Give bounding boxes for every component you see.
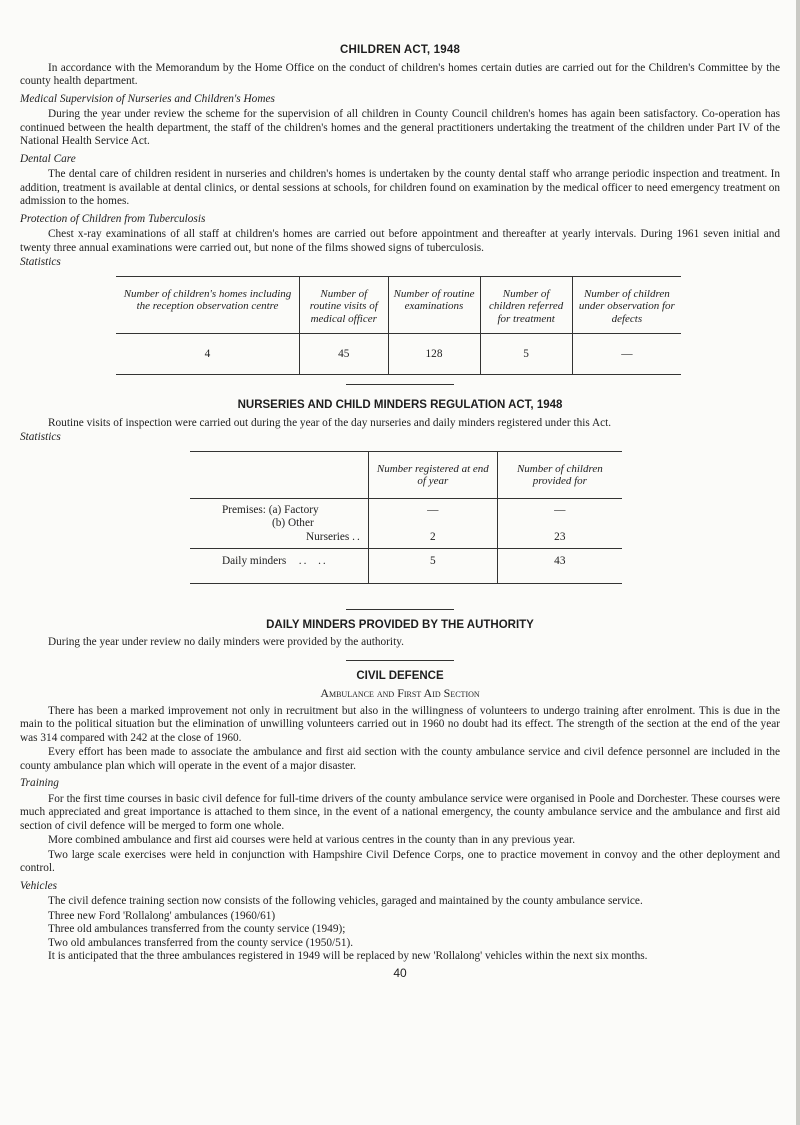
table1-cell-observation: — bbox=[572, 334, 681, 375]
vehicle-item-1: Three new Ford 'Rollalong' ambulances (1960/61) bbox=[48, 909, 276, 922]
heading-civil-defence: CIVIL DEFENCE bbox=[356, 669, 444, 682]
medical-paragraph: During the year under review the scheme for the supervision of all children in County Council children's homes has again been satisfactory. Co-operation has continued between the health department, the staff of the children's homes and the general practitioners undertaking the treatment of the children under Part IV of the National Health Service Act. bbox=[20, 108, 780, 147]
section-divider bbox=[346, 384, 454, 385]
table1-header-homes: Number of children's homes including the reception observation centre bbox=[116, 276, 300, 334]
table1-header-visits: Number of routine visits of medical officer bbox=[300, 276, 389, 334]
table1-cell-examinations: 128 bbox=[388, 334, 480, 375]
training-paragraph-2: More combined ambulance and first aid courses were held at various centres in the county than in any previous year. bbox=[48, 834, 576, 846]
table2-header-blank bbox=[190, 451, 369, 498]
statistics-label-2: Statistics bbox=[20, 431, 61, 443]
homes-statistics-table bbox=[116, 276, 681, 376]
table1-header-observation: Number of children under observation for defects bbox=[572, 276, 681, 334]
table2-daily-registered: 5 bbox=[369, 549, 498, 584]
table1-header-examinations: Number of routine examinations bbox=[388, 276, 480, 334]
heading-daily-minders: DAILY MINDERS PROVIDED BY THE AUTHORITY bbox=[266, 618, 534, 631]
vehicles-closing: It is anticipated that the three ambulances registered in 1949 will be replaced by new 'Rollalong' vehicles within the next six months. bbox=[48, 950, 648, 962]
table2-header-registered: Number registered at end of year bbox=[369, 451, 498, 498]
nurseries-paragraph: Routine visits of inspection were carried out during the year of the day nurseries and daily minders registered under this Act. bbox=[48, 416, 612, 429]
civil-paragraph-1: There has been a marked improvement not only in recruitment but also in the willingness of volunteers to undergo training after enrolment. This is due in the main to the political situation but the elimination of unwilling volunteers carried out in 1960 no doubt had its effect. The strength of the section at the end of the year was 314 compared with 242 at the close of 1960. bbox=[20, 704, 780, 744]
tb-paragraph: Chest x-ray examinations of all staff at children's homes are carried out before appointment and thereafter at yearly intervals. During 1961 seven initial and twenty three annual examinations were carried out, but none of the films showed signs of tuberculosis. bbox=[20, 228, 780, 254]
vehicle-item-3: Two old ambulances transferred from the county service (1950/51). bbox=[48, 936, 354, 949]
vehicle-item-2: Three old ambulances transferred from the county service (1949); bbox=[48, 923, 346, 935]
civil-paragraph-2: Every effort has been made to associate the ambulance and first aid section with the county ambulance service and civil defence personnel are included in the county ambulance plan which will operate in the event of a major disaster. bbox=[20, 746, 780, 772]
premises-other-label: (b) Other bbox=[272, 517, 314, 529]
subheading-ambulance: Ambulance and First Aid Section bbox=[320, 686, 480, 700]
table1-cell-referred: 5 bbox=[480, 334, 572, 375]
table1-header-referred: Number of children referred for treatment bbox=[480, 276, 572, 334]
table1-cell-homes: 4 bbox=[116, 334, 300, 375]
section-divider bbox=[346, 609, 454, 610]
medical-heading: Medical Supervision of Nurseries and Children's Homes bbox=[20, 92, 275, 105]
vehicles-heading: Vehicles bbox=[20, 879, 58, 892]
premises-factory-label: Premises: (a) Factory bbox=[222, 503, 319, 516]
table2-daily-children: 43 bbox=[497, 549, 622, 584]
dental-heading: Dental Care bbox=[20, 152, 76, 165]
premises-nurseries-label: Nurseries .. bbox=[306, 530, 362, 543]
table2-premises-label bbox=[190, 498, 369, 549]
table1-cell-visits: 45 bbox=[300, 334, 389, 375]
heading-nurseries-act: NURSERIES AND CHILD MINDERS REGULATION ACT, 1948 bbox=[237, 399, 563, 411]
training-paragraph-3: Two large scale exercises were held in conjunction with Hampshire Civil Defence Corps, one to practice movement in convoy and the other deployment and control. bbox=[20, 848, 780, 874]
training-paragraph-1: For the first time courses in basic civil defence for full-time drivers of the county ambulance service were organised in Poole and Dorchester. These courses were much appreciated and great importance is attached to them since, in the event of a national emergency, the county ambulance service and the ambulance and first aid section of civil defence will be merged to form one whole. bbox=[20, 792, 780, 832]
table2-premises-registered: — 2 bbox=[369, 498, 498, 549]
statistics-label-1: Statistics bbox=[20, 256, 61, 268]
vehicles-intro: The civil defence training section now consists of the following vehicles, garaged and maintained by the county ambulance service. bbox=[48, 895, 643, 907]
page-number: 40 bbox=[393, 965, 407, 980]
table2-header-children: Number of children provided for bbox=[497, 451, 622, 498]
dental-paragraph: The dental care of children resident in nurseries and children's homes is undertaken by the county dental staff who arrange periodic inspection and treatment. In addition, treatment is available at dental clinics, or dental sessions at schools, for children found on examination by the medical officer to need emergency treatment on admission to the homes. bbox=[20, 168, 780, 207]
heading-children-act: CHILDREN ACT, 1948 bbox=[339, 44, 461, 56]
section-divider bbox=[346, 660, 454, 661]
intro-paragraph: In accordance with the Memorandum by the Home Office on the conduct of children's homes certain duties are carried out for the Children's Committee by the county health department. bbox=[20, 61, 780, 87]
document-page bbox=[20, 44, 780, 980]
daily-minders-paragraph: During the year under review no daily minders were provided by the authority. bbox=[48, 636, 404, 648]
training-heading: Training bbox=[20, 777, 59, 789]
table2-premises-children: — 23 bbox=[497, 498, 622, 549]
table2-daily-label: Daily minders .. .. bbox=[190, 549, 369, 584]
tb-heading: Protection of Children from Tuberculosis bbox=[20, 212, 206, 225]
nurseries-statistics-table bbox=[190, 451, 622, 584]
page-edge-shadow bbox=[796, 0, 800, 1125]
